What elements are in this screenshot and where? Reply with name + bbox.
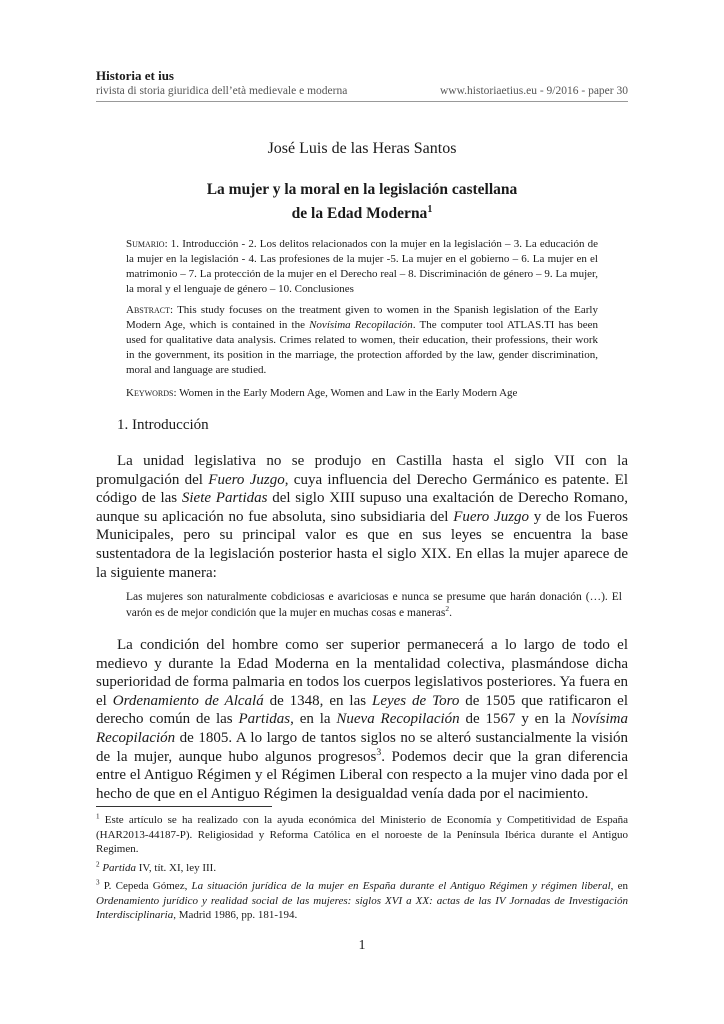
footnote-mark: 3 <box>96 878 100 887</box>
section-heading: 1. Introducción <box>117 417 209 433</box>
footnote-text: Este artículo se ha realizado con la ayuda económica del Ministerio de Economía y Competitividad de España (HAR2013-44187-P). Religiosidad y Reforma Católica en el noroeste de la Península Ibérica durante el Antiguo Regimen. <box>96 814 628 855</box>
article-title-line1: La mujer y la moral en la legislación castellana <box>206 181 518 198</box>
header-divider <box>96 101 628 102</box>
page-number: 1 <box>358 938 366 953</box>
keywords-text: Women in the Early Modern Age, Women and Law in the Early Modern Age <box>176 387 518 399</box>
text-run: . Podemos decir que la gran diferencia entre el Antiguo Régimen y el Régimen Liberal con respecto a la mujer vino dada por el hecho de que en el Antiguo Régimen la desigualdad venía dada por el nacimiento. <box>96 748 628 802</box>
italic-run: Fuero Juzgo <box>208 471 285 488</box>
text-run: de 1567 y en la <box>459 711 572 728</box>
text-run: de 1805. A lo largo de tantos siglos no se alteró sustancialmente la visión de la mujer, aunque hubo algunos progresos <box>96 729 628 765</box>
italic-run: Novísima Recopilación <box>96 711 628 746</box>
block-quote <box>126 590 622 621</box>
article-title-line2: de la Edad Moderna <box>291 205 428 223</box>
footnote-divider <box>96 806 272 807</box>
keywords-label: Keywords: <box>126 387 177 399</box>
footnote-text: P. Cepeda Gómez, <box>99 880 192 892</box>
paragraph-1 <box>96 452 628 582</box>
text-run: del siglo XIII supuso una exaltación de Derecho Romano, aunque su aplicación no fue absoluta, sino subsidiaria del <box>96 490 628 525</box>
keywords-block <box>126 386 598 401</box>
italic-run: Leyes de Toro <box>371 692 460 709</box>
footnote-text: , en <box>610 880 628 892</box>
quote-text: Las mujeres son naturalmente cobdiciosas e avariciosas e nunca se presume que harán donación (…). El varón es de mejor condición que la mujer en muchas cosas e maneras <box>126 591 622 619</box>
italic-run: Ordenamiento de Alcalá <box>112 692 264 709</box>
text-run: , en la <box>290 711 337 728</box>
footnote-mark: 1 <box>96 812 100 821</box>
journal-title: Historia et ius <box>96 68 174 83</box>
journal-reference: www.historiaetius.eu - 9/2016 - paper 30 <box>439 85 628 97</box>
summary-text: 1. Introducción - 2. Los delitos relacionados con la mujer en la legislación – 3. La educación de la mujer en la legislación - 4. Las profesiones de la mujer -5. La mujer en el gobierno – 6. La mujer en el matrimonio – 7. La protección de la mujer en el Derecho real – 8. Discriminación de género – 9. La mujer, la moral y el lenguaje de género – 10. Conclusiones <box>126 238 598 295</box>
abstract-label: Abstract: <box>126 304 174 316</box>
footnote-text: IV, tít. XI, ley III. <box>135 862 217 874</box>
italic-run: Nueva Recopilación <box>336 711 460 728</box>
footnote-mark: 2 <box>96 860 100 869</box>
footnote-italic: Ordenamiento jurídico y realidad social de las mujeres: siglos XVI a XX: actas de las IV Jornadas de Investigación Interdisciplinaria <box>96 894 628 921</box>
footnote-text: , Madrid 1986, pp. 181-194. <box>173 909 298 921</box>
footnote-ref-3[interactable]: 3 <box>376 746 382 758</box>
text-run: La unidad legislativa no se produjo en Castilla hasta el siglo VII con la promulgación del <box>96 453 628 488</box>
text-run: de 1348, en las <box>263 692 372 709</box>
text-run: y de los Fueros Municipales, pero su principal valor es que en sus leyes se encuentra la base sustentadora de la legislación posterior hasta el siglo XIX. En ellas la mujer aparece de la siguiente manera: <box>96 508 628 581</box>
article-title <box>96 180 628 224</box>
italic-run: Siete Partidas <box>181 490 268 507</box>
abstract-text-2: . The computer tool ATLAS.TI has been used for qualitative data analysis. Crimes related to women, their education, their professions, their work in the government, its position in the marriage, the protection afforded by the law, gender discrimination, moral and language are studied. <box>126 319 598 376</box>
journal-subtitle: rivista di storia giuridica dell’età medievale e moderna <box>96 85 348 97</box>
footnote-ref-1[interactable]: 1 <box>427 204 433 215</box>
article-author: José Luis de las Heras Santos <box>267 140 457 157</box>
italic-run: Partidas <box>238 711 291 728</box>
footnote-3 <box>96 879 628 923</box>
footnote-2 <box>96 861 628 876</box>
quote-end: . <box>449 606 452 619</box>
italic-run: Fuero Juzgo <box>453 508 530 525</box>
summary-block <box>126 237 598 297</box>
text-run: de 1505 que ratificaron el derecho común de las <box>96 692 629 728</box>
paragraph-2 <box>96 636 628 803</box>
footnote-ref-2[interactable]: 2 <box>445 603 450 613</box>
text-run: La condición del hombre como ser superior permanecerá a lo largo de todo el medievo y durante la Edad Moderna en la mentalidad colectiva, plasmándose dicha superioridad de forma palmaria en todos los cuerpos legislativos posteriores. Ya fuera en el <box>96 637 628 709</box>
summary-label: Sumario: <box>126 238 168 250</box>
abstract-italic: Novísima Recopilación <box>309 319 413 331</box>
footnote-1 <box>96 813 628 857</box>
footnote-italic: La situación jurídica de la mujer en España durante el Antiguo Régimen y régimen liberal <box>191 880 611 892</box>
text-run: , cuya influencia del Derecho Germánico es patente. El código de las <box>96 471 628 507</box>
abstract-text-1: This study focuses on the treatment given to women in the Spanish legislation of the Early Modern Age, which is contained in the <box>126 304 598 331</box>
abstract-block <box>126 303 598 378</box>
footnote-italic: Partida <box>102 862 136 874</box>
